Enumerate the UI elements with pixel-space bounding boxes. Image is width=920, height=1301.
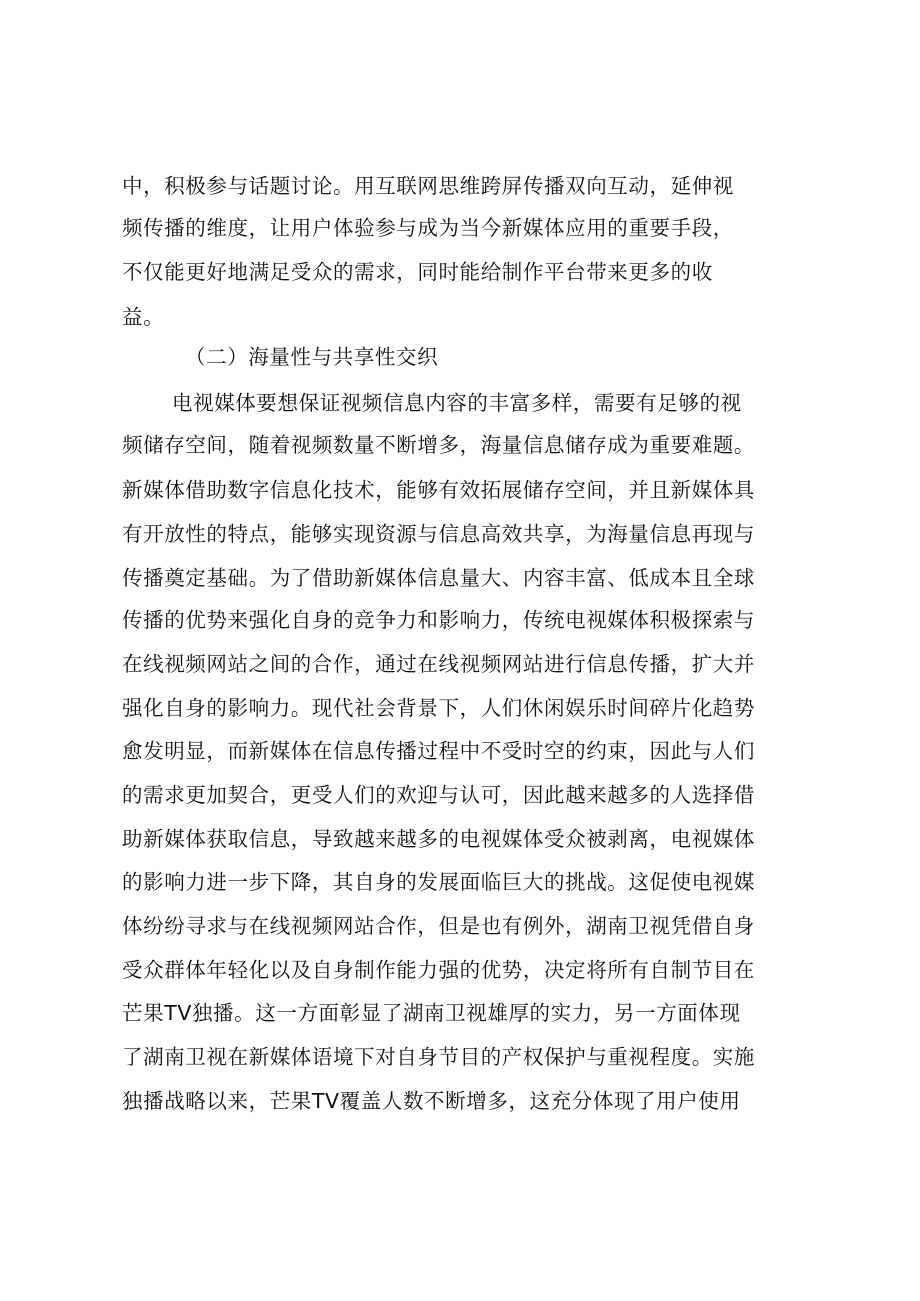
section-heading: （二）海量性与共享性交织 [185, 345, 439, 369]
paragraph-first-line: 电视媒体要想保证视频信息内容的丰富多样，需要有足够的视 [172, 391, 742, 415]
text-line: 中，积极参与话题讨论。用互联网思维跨屏传播双向互动，延伸视 [122, 174, 734, 198]
text-line: 频传播的维度，让用户体验参与成为当今新媒体应用的重要手段， [122, 216, 734, 240]
text-line: 助新媒体获取信息，导致越来越多的电视媒体受众被剥离，电视媒体 [122, 827, 755, 851]
text-line: 强化自身的影响力。现代社会背景下，人们休闲娱乐时间碎片化趋势 [122, 696, 755, 720]
text-line: 芒果TV独播。这一方面彰显了湖南卫视雄厚的实力，另一方面体现 [122, 1001, 741, 1025]
text-line: 传播的优势来强化自身的竞争力和影响力，传统电视媒体积极探索与 [122, 608, 755, 632]
text-line: 频储存空间，随着视频数量不断增多，海量信息储存成为重要难题。 [122, 433, 755, 457]
text-line: 独播战略以来，芒果TV覆盖人数不断增多，这充分体现了用户使用 [122, 1089, 741, 1113]
text-line: 的需求更加契合，更受人们的欢迎与认可，因此越来越多的人选择借 [122, 783, 755, 807]
text-line: 的影响力进一步下降，其自身的发展面临巨大的挑战。这促使电视媒 [122, 870, 755, 894]
text-line: 在线视频网站之间的合作，通过在线视频网站进行信息传播，扩大并 [122, 652, 755, 676]
text-line: 了湖南卫视在新媒体语境下对自身节目的产权保护与重视程度。实施 [122, 1045, 755, 1069]
text-line: 有开放性的特点，能够实现资源与信息高效共享，为海量信息再现与 [122, 522, 755, 546]
text-line: 不仅能更好地满足受众的需求，同时能给制作平台带来更多的收 [122, 260, 713, 284]
text-line: 体纷纷寻求与在线视频网站合作，但是也有例外，湖南卫视凭借自身 [122, 914, 755, 938]
text-line: 受众群体年轻化以及自身制作能力强的优势，决定将所有自制节目在 [122, 958, 755, 982]
text-line: 新媒体借助数字信息化技术，能够有效拓展储存空间，并且新媒体具 [122, 478, 755, 502]
text-line: 愈发明显，而新媒体在信息传播过程中不受时空的约束，因此与人们 [122, 739, 755, 763]
text-line: 传播奠定基础。为了借助新媒体信息量大、内容丰富、低成本且全球 [122, 566, 755, 590]
text-line: 益。 [122, 305, 165, 329]
